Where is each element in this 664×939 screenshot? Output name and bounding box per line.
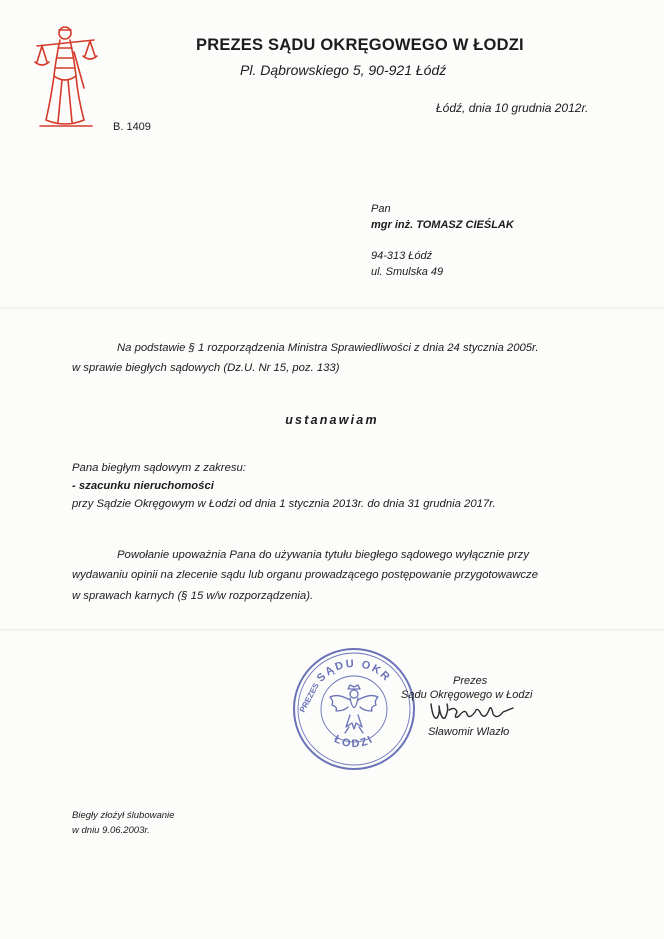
oath-note-line-2: w dniu 9.06.2003r. <box>72 825 150 836</box>
appointment-line-1: Pana biegłym sądowym z zakresu: <box>72 462 246 474</box>
intro-line-1: Na podstawie § 1 rozporządzenia Ministra Sprawiedliwości z dnia 24 stycznia 2005r. <box>117 342 539 354</box>
appointment-line-3: przy Sądzie Okręgowym w Łodzi od dnia 1 stycznia 2013r. do dnia 31 grudnia 2017r. <box>72 498 496 510</box>
signatory-name: Sławomir Wlazło <box>428 726 510 738</box>
handwritten-signature-icon <box>427 698 517 726</box>
eagle-emblem-icon <box>330 685 378 733</box>
recipient-postal: 94-313 Łódź <box>371 250 433 262</box>
stamp-bottom-text: ŁODZI <box>332 733 376 751</box>
header-address: Pl. Dąbrowskiego 5, 90-921 Łódź <box>240 62 447 78</box>
authorization-line-3: w sprawach karnych (§ 15 w/w rozporządzenia). <box>72 590 314 602</box>
stamp-left-text: PREZES <box>297 681 321 714</box>
keyword-ustanawiam: ustanawiam <box>285 413 379 427</box>
reference-number: B. 1409 <box>113 121 151 133</box>
authorization-line-1: Powołanie upoważnia Pana do używania tytułu biegłego sądowego wyłącznie przy <box>117 549 529 561</box>
paper-fold-line <box>0 307 664 309</box>
intro-line-2: w sprawie biegłych sądowych (Dz.U. Nr 15, poz. 133) <box>72 362 340 374</box>
authorization-line-2: wydawaniu opinii na zlecenie sądu lub organu prowadzącego postępowanie przygotowawcze <box>72 569 538 581</box>
recipient-salutation: Pan <box>371 203 391 215</box>
appointment-specialty: - szacunku nieruchomości <box>72 480 214 492</box>
signatory-title: Prezes <box>453 675 488 687</box>
justitia-emblem-icon <box>32 18 102 130</box>
oath-note-line-1: Biegły złożył ślubowanie <box>72 810 175 821</box>
svg-text:SĄDU OKR <box>315 658 393 685</box>
signatory-office: Sądu Okręgowego w Łodzi <box>401 689 533 701</box>
stamp-top-text: SĄDU OKR <box>314 657 394 685</box>
paper-fold-line <box>0 629 664 631</box>
recipient-name: mgr inż. TOMASZ CIEŚLAK <box>371 219 514 231</box>
recipient-street: ul. Smulska 49 <box>371 266 444 278</box>
place-date: Łódź, dnia 10 grudnia 2012r. <box>436 101 589 115</box>
official-round-stamp <box>290 645 418 773</box>
header-title: PREZES SĄDU OKRĘGOWEGO W ŁODZI <box>196 36 524 54</box>
svg-text:ŁODZI <box>332 733 376 750</box>
